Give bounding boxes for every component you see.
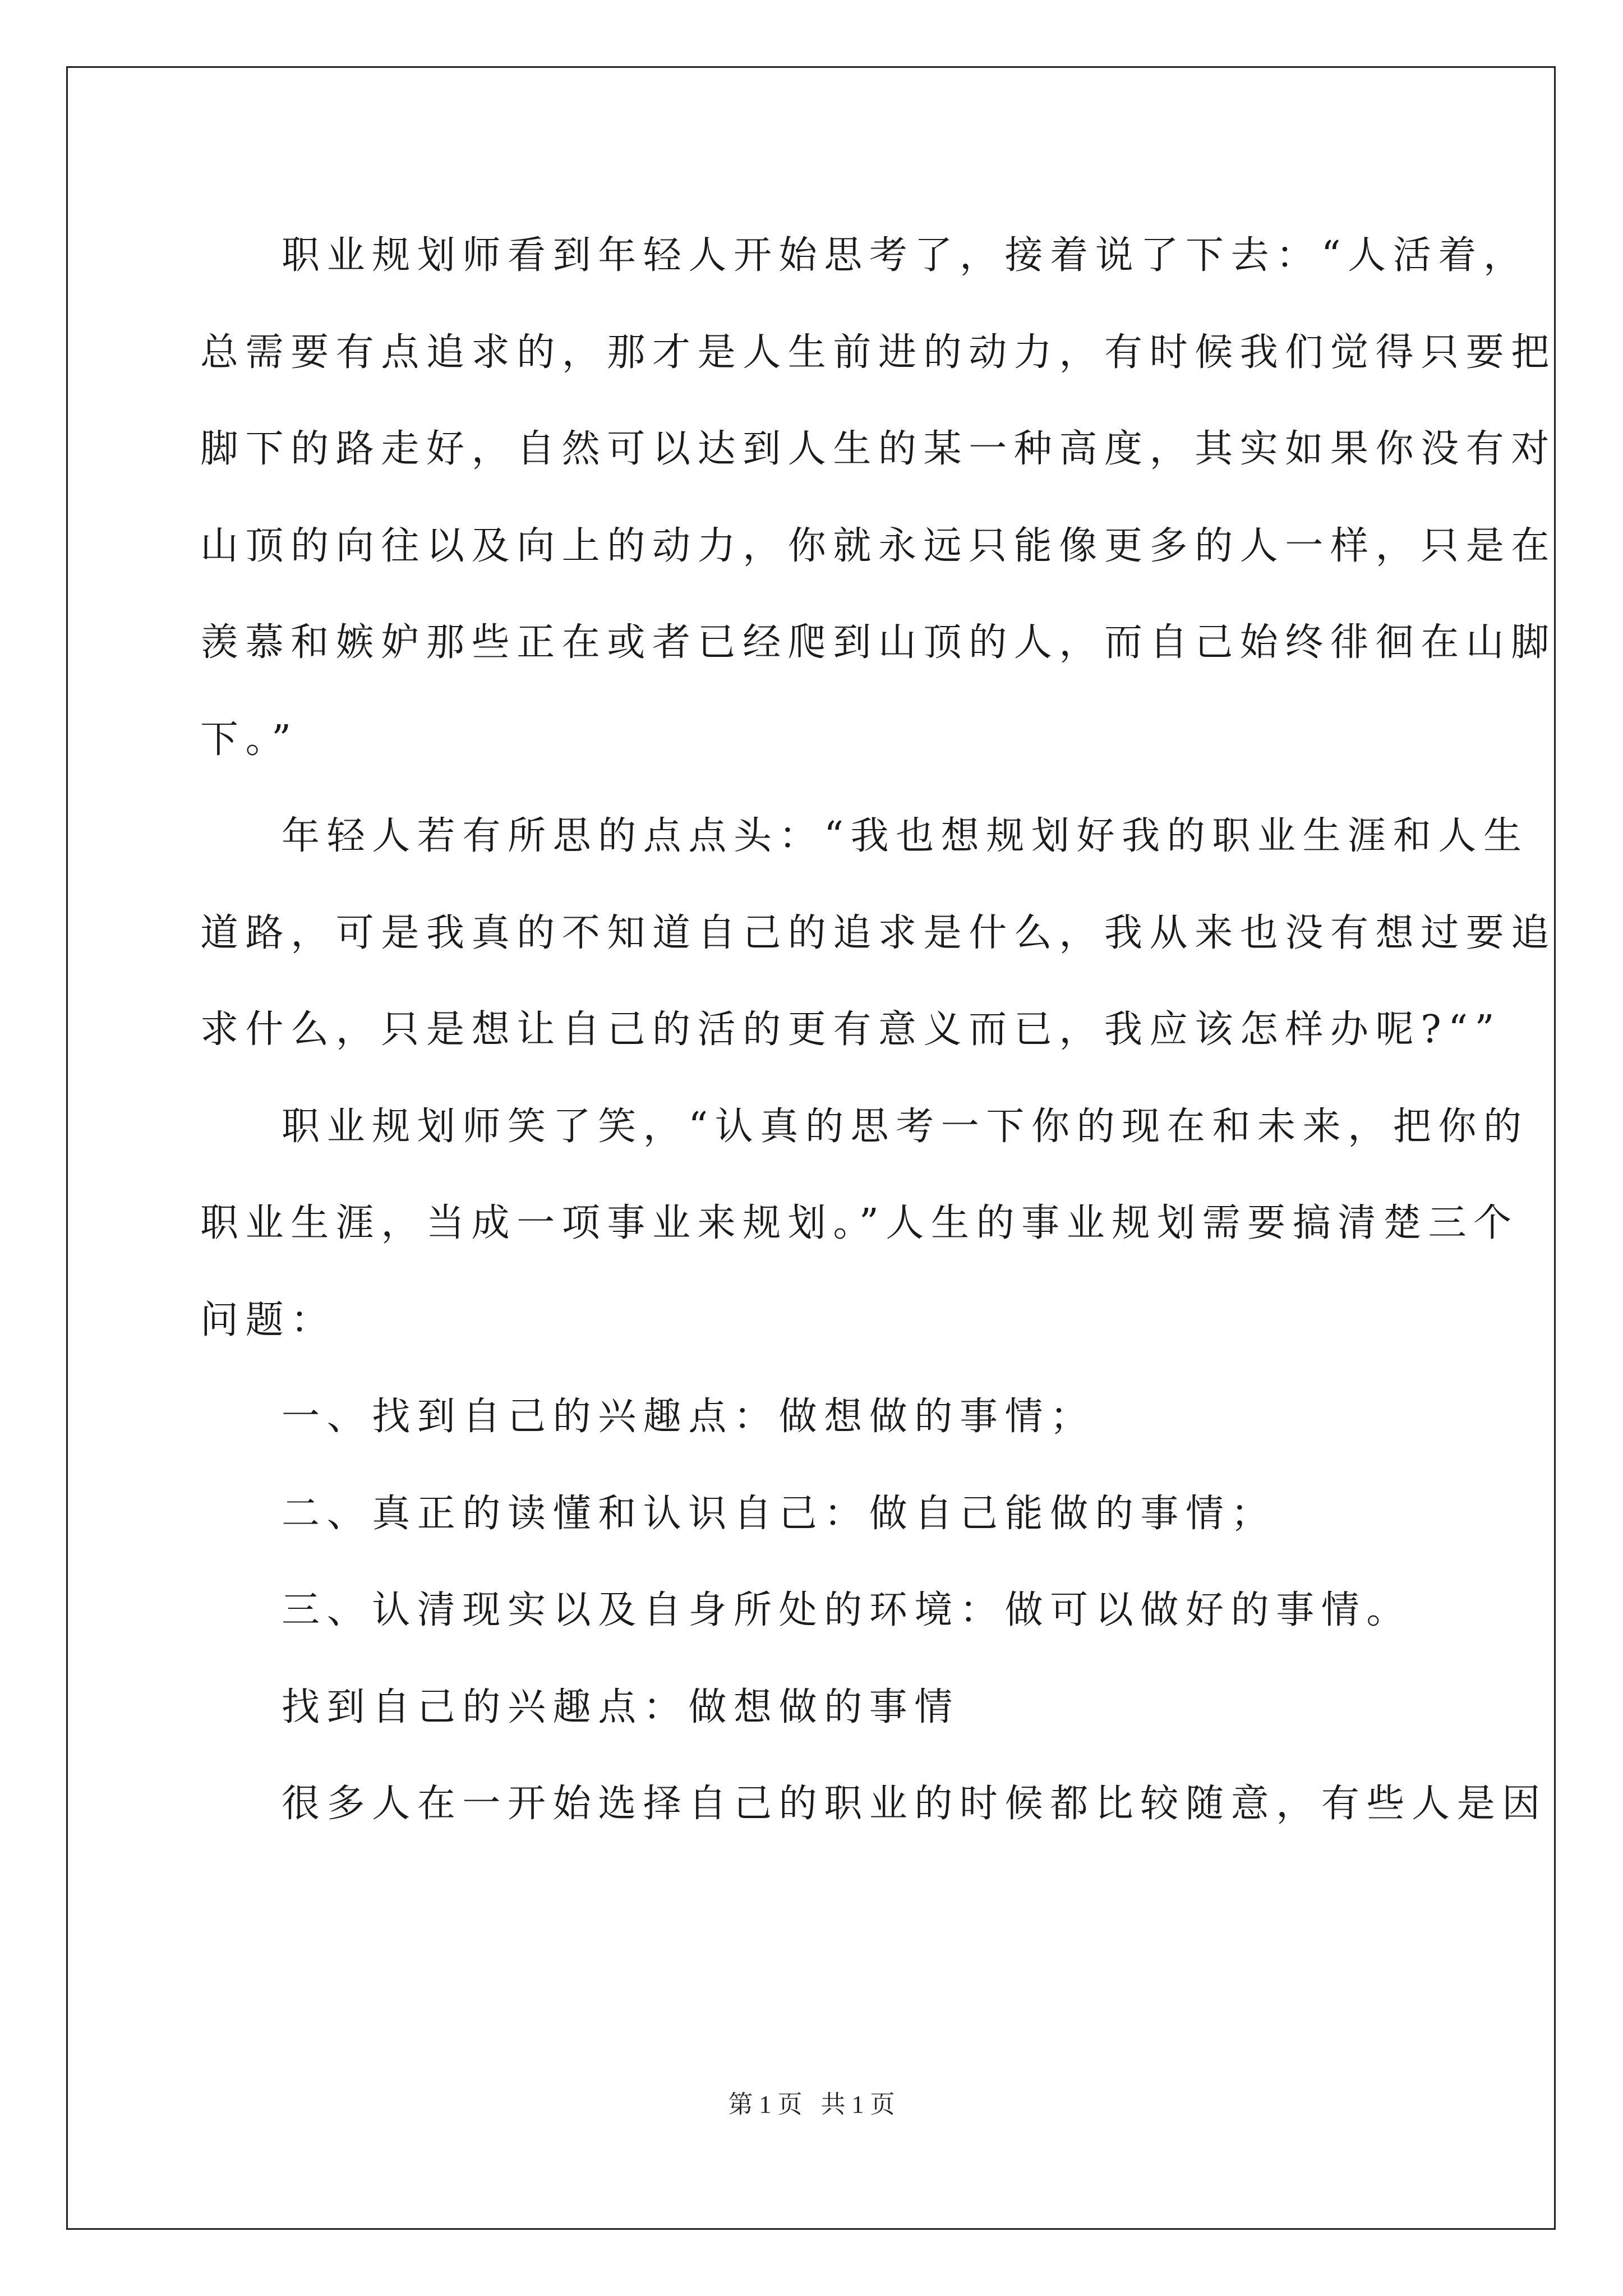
text-line: 职业规划师看到年轻人开始思考了，接着说了下去：“人活着， bbox=[282, 233, 1529, 278]
document-body bbox=[200, 208, 1557, 1853]
text-line: 职业规划师笑了笑，“认真的思考一下你的现在和未来，把你的 bbox=[282, 1104, 1529, 1149]
list-item: 一、找到自己的兴趣点：做想做的事情； bbox=[282, 1395, 1095, 1439]
text-line: 很多人在一开始选择自己的职业的时候都比较随意，有些人是因 bbox=[282, 1782, 1547, 1826]
text-line: 下。” bbox=[200, 717, 298, 762]
text-line: 职业生涯，当成一项事业来规划。”人生的事业规划需要搞清楚三个 bbox=[200, 1201, 1519, 1245]
text-line: 总需要有点追求的，那才是人生前进的动力，有时候我们觉得只要把 bbox=[200, 330, 1557, 375]
text-line: 脚下的路走好，自然可以达到人生的某一种高度，其实如果你没有对 bbox=[200, 427, 1557, 471]
text-line: 问题： bbox=[200, 1297, 336, 1342]
list-item: 二、真正的读懂和认识自己：做自己能做的事情； bbox=[282, 1491, 1276, 1536]
text-line: 年轻人若有所思的点点头：“我也想规划好我的职业生涯和人生 bbox=[282, 814, 1529, 858]
text-line: 羡慕和嫉妒那些正在或者已经爬到山顶的人，而自己始终徘徊在山脚 bbox=[200, 620, 1557, 665]
text-line: 山顶的向往以及向上的动力，你就永远只能像更多的人一样，只是在 bbox=[200, 523, 1557, 568]
list-item: 三、认清现实以及自身所处的环境：做可以做好的事情。 bbox=[282, 1588, 1412, 1632]
text-line: 道路，可是我真的不知道自己的追求是什么，我从来也没有想过要追 bbox=[200, 910, 1557, 955]
section-heading: 找到自己的兴趣点：做想做的事情 bbox=[282, 1685, 960, 1729]
page-footer: 第 1 页 共 1 页 bbox=[728, 2091, 895, 2118]
text-line: 求什么，只是想让自己的活的更有意义而已，我应该怎样办呢?“” bbox=[200, 1007, 1501, 1052]
